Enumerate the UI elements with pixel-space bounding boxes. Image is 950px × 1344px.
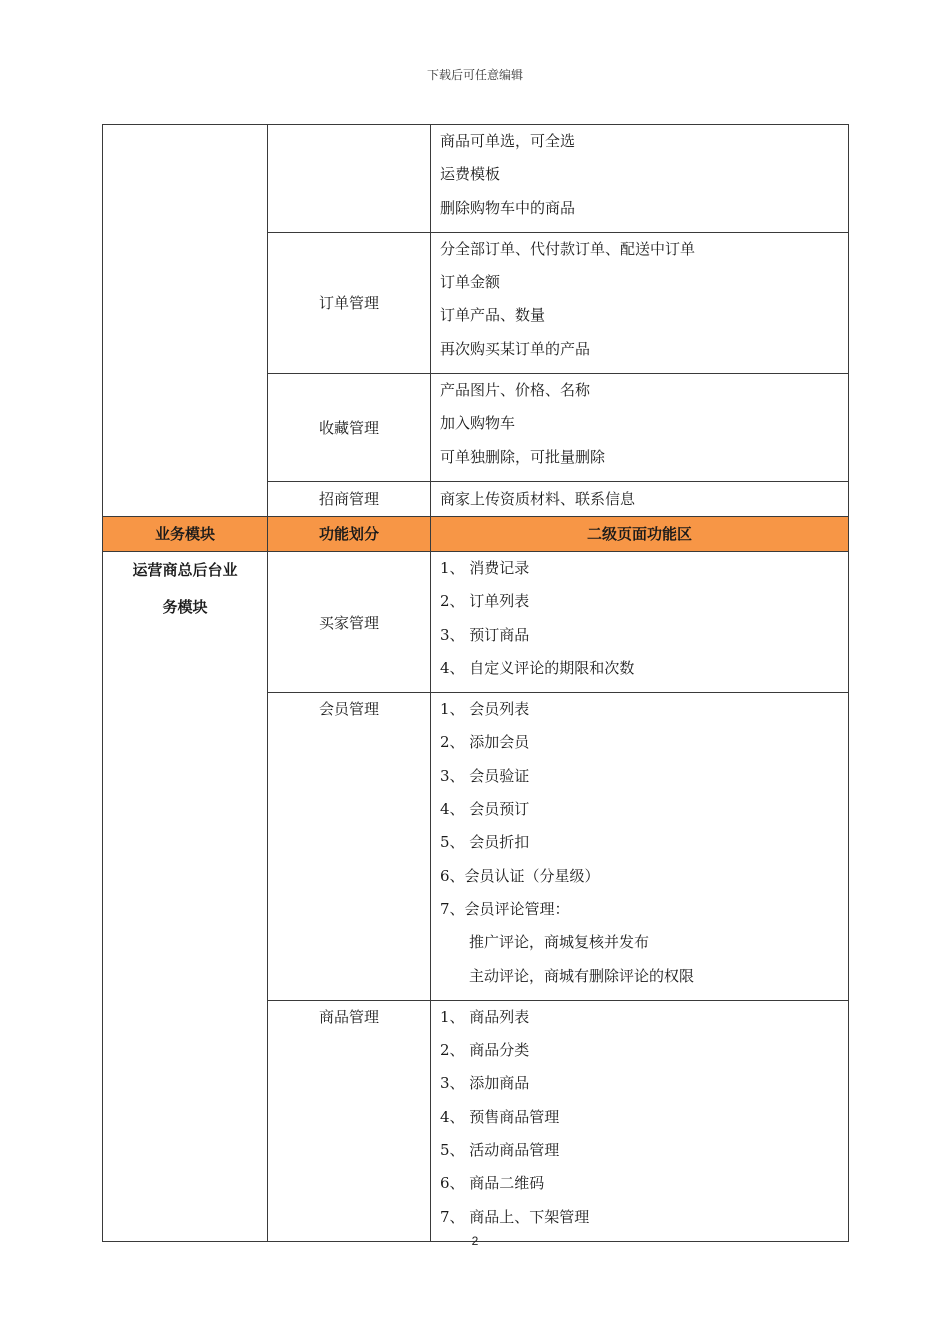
list-item: 2、 商品分类 [440, 1041, 530, 1060]
list-item: 加入购物车 [440, 414, 516, 433]
function-table [102, 124, 849, 1242]
list-item: 商品可单选，可全选 [440, 132, 576, 150]
function-cell [268, 481, 431, 516]
module-cell [103, 551, 268, 1241]
function-label: 商品管理 [318, 1007, 379, 1026]
list-item: 商家上传资质材料、联系信息 [440, 489, 636, 508]
module-label-line: 运营商总后台业 [132, 561, 238, 579]
page-number: 2 [471, 1234, 479, 1248]
function-cell [268, 125, 431, 233]
list-item: 4、 预售商品管理 [440, 1107, 560, 1126]
list-item: 产品图片、价格、名称 [440, 381, 591, 400]
list-item: 分全部订单、代付款订单、配送中订单 [440, 239, 696, 258]
page-header: 下载后可任意编辑 [426, 68, 523, 82]
list-item: 订单产品、数量 [440, 306, 546, 325]
list-item: 4、 会员预订 [440, 800, 530, 819]
list-item: 删除购物车中的商品 [440, 198, 576, 217]
list-item: 6、会员认证（分星级） [440, 866, 600, 885]
list-item: 运费模板 [440, 165, 501, 184]
function-cell [268, 1000, 431, 1241]
items-cell [431, 551, 849, 692]
table-row [103, 125, 849, 233]
function-label: 订单管理 [318, 294, 379, 313]
column-header: 二级页面功能区 [431, 516, 849, 551]
items-cell [431, 374, 849, 482]
list-item: 7、 商品上、下架管理 [440, 1207, 590, 1226]
list-item: 1、 会员列表 [440, 700, 530, 719]
table-header-row [103, 516, 849, 551]
list-item: 订单金额 [440, 273, 501, 292]
items-cell [431, 125, 849, 233]
list-item: 再次购买某订单的产品 [440, 339, 591, 358]
list-item: 推广评论，商城复核并发布 [469, 933, 650, 952]
list-item: 3、 添加商品 [440, 1074, 530, 1093]
module-label-line: 务模块 [162, 598, 208, 616]
function-cell [268, 693, 431, 1001]
items-cell [431, 481, 849, 516]
list-item: 5、 会员折扣 [440, 833, 530, 852]
list-item: 1、 消费记录 [440, 558, 530, 577]
list-item: 5、 活动商品管理 [440, 1141, 560, 1160]
function-label: 招商管理 [318, 490, 379, 509]
function-cell [268, 374, 431, 482]
column-header: 功能划分 [268, 516, 431, 551]
table-row [103, 551, 849, 692]
items-cell [431, 232, 849, 373]
module-cell-empty [103, 125, 268, 517]
items-cell [431, 1000, 849, 1241]
function-cell [268, 232, 431, 373]
items-cell [431, 693, 849, 1001]
list-item: 1、 商品列表 [440, 1007, 530, 1026]
list-item: 2、 添加会员 [440, 733, 530, 752]
list-item: 2、 订单列表 [440, 592, 530, 611]
list-item: 3、 会员验证 [440, 766, 530, 785]
column-header: 业务模块 [103, 516, 268, 551]
list-item: 可单独删除，可批量删除 [440, 447, 606, 466]
function-cell [268, 551, 431, 692]
list-item: 4、 自定义评论的期限和次数 [440, 658, 635, 677]
list-item: 主动评论，商城有删除评论的权限 [469, 966, 695, 985]
function-label: 收藏管理 [318, 419, 379, 438]
function-label: 买家管理 [318, 613, 379, 632]
list-item: 3、 预订商品 [440, 625, 530, 644]
list-item: 6、 商品二维码 [440, 1174, 545, 1193]
list-item: 7、会员评论管理： [440, 899, 570, 918]
function-label: 会员管理 [318, 700, 379, 719]
